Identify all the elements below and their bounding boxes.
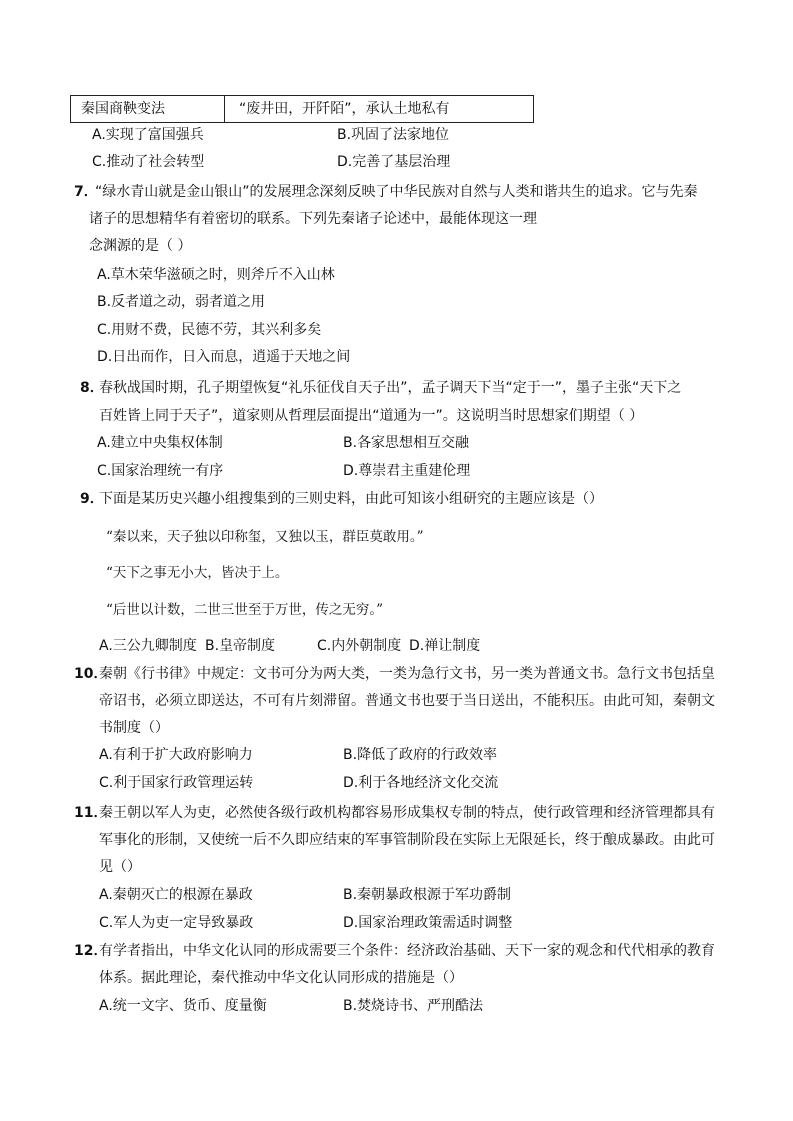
option-b[interactable]: B.降低了政府的行政效率	[343, 747, 498, 763]
option-c[interactable]: C.内外朝制度	[317, 638, 402, 654]
option-b[interactable]: B.反者道之动，弱者道之用	[97, 294, 266, 310]
question-text: 秦朝《行书律》中规定：文书可分为两大类，一类为急行文书，另一类为普通文书。急行文书包括皇	[99, 666, 715, 682]
option-b[interactable]: B.各家思想相互交融	[343, 435, 470, 451]
option-a[interactable]: A.建立中央集权体制	[97, 435, 223, 451]
table-cell-content: “废井田，开阡陌”，承认土地私有	[239, 101, 450, 117]
question-number: 7．	[74, 184, 98, 200]
option-d[interactable]: D.尊崇君主重建伦理	[343, 463, 471, 479]
option-c[interactable]: C.利于国家行政管理运转	[99, 775, 254, 791]
question-text: 下面是某历史兴趣小组搜集到的三则史料，由此可知该小组研究的主题应该是（）	[99, 491, 603, 507]
option-d[interactable]: D.日出而作，日入而息，逍遥于天地之间	[97, 349, 351, 365]
option-d[interactable]: D.利于各地经济文化交流	[343, 775, 499, 791]
question-text: 诸子的思想精华有着密切的联系。下列先秦诸子论述中，最能体现这一理	[89, 211, 537, 227]
option-a[interactable]: A.统一文字、货币、度量衡	[99, 998, 267, 1014]
question-text: 百姓皆上同于天子”，道家则从哲理层面提出“道通为一”。这说明当时思想家们期望（ ）	[99, 408, 644, 424]
question-text: 秦王朝以军人为吏，必然使各级行政机构都容易形成集权专制的特点，使行政管理和经济管理都具有	[99, 805, 715, 821]
option-a[interactable]: A.三公九卿制度	[99, 638, 197, 654]
question-text: 帝诏书，必须立即送达，不可有片刻滞留。普通文书也要于当日送出，不能积压。由此可知，秦朝文	[99, 693, 715, 709]
source-quote: “秦以来，天子独以印称玺，又独以玉，群臣莫敢用。”	[106, 529, 424, 545]
policy-table	[70, 95, 534, 123]
question-number: 12．	[74, 943, 108, 959]
question-number: 8．	[80, 380, 104, 396]
option-a[interactable]: A.草木荣华滋硕之时，则斧斤不入山林	[97, 267, 335, 283]
option-b[interactable]: B.巩固了法家地位	[337, 127, 450, 143]
option-b[interactable]: B.焚烧诗书、严刑酷法	[343, 998, 484, 1014]
option-c[interactable]: C.用财不费，民德不劳，其兴利多矣	[97, 322, 322, 338]
source-quote: “天下之事无小大，皆决于上。	[106, 565, 289, 581]
option-c[interactable]: C.推动了社会转型	[92, 154, 205, 170]
option-d[interactable]: D.完善了基层治理	[337, 154, 451, 170]
source-quote: “后世以计数，二世三世至于万世，传之无穷。”	[106, 602, 384, 618]
table-cell-policy: 秦国商鞅变法	[81, 101, 165, 117]
option-a[interactable]: A.有利于扩大政府影响力	[99, 747, 253, 763]
option-d[interactable]: D.禅让制度	[409, 638, 481, 654]
question-text: 军事化的形制，又使统一后不久即应结束的军事管制阶段在实际上无限延长，终于酿成暴政。由此可	[99, 832, 715, 848]
question-text: 有学者指出，中华文化认同的形成需要三个条件：经济政治基础、天下一家的观念和代代相承的教育	[99, 943, 715, 959]
question-text: “绿水青山就是金山银山”的发展理念深刻反映了中华民族对自然与人类和谐共生的追求。它与先秦	[95, 184, 698, 200]
option-a[interactable]: A.实现了富国强兵	[92, 127, 204, 143]
question-number: 9．	[80, 491, 104, 507]
question-number: 10．	[74, 666, 108, 682]
option-d[interactable]: D.国家治理政策需适时调整	[343, 915, 513, 931]
question-text: 春秋战国时期，孔子期望恢复“礼乐征伐自天子出”，孟子调天下当“定于一”，墨子主张“天下之	[99, 380, 682, 396]
option-c[interactable]: C.国家治理统一有序	[97, 463, 224, 479]
option-b[interactable]: B.秦朝暴政根源于军功爵制	[343, 887, 512, 903]
question-text: 念渊源的是（ ）	[89, 238, 192, 254]
question-number: 11．	[74, 805, 108, 821]
option-a[interactable]: A.秦朝灭亡的根源在暴政	[99, 887, 253, 903]
question-text: 体系。据此理论，秦代推动中华文化认同形成的措施是（）	[99, 970, 463, 986]
option-c[interactable]: C.军人为吏一定导致暴政	[99, 915, 254, 931]
option-b[interactable]: B.皇帝制度	[205, 638, 276, 654]
question-text: 书制度（）	[99, 720, 169, 736]
question-text: 见（）	[99, 859, 141, 875]
